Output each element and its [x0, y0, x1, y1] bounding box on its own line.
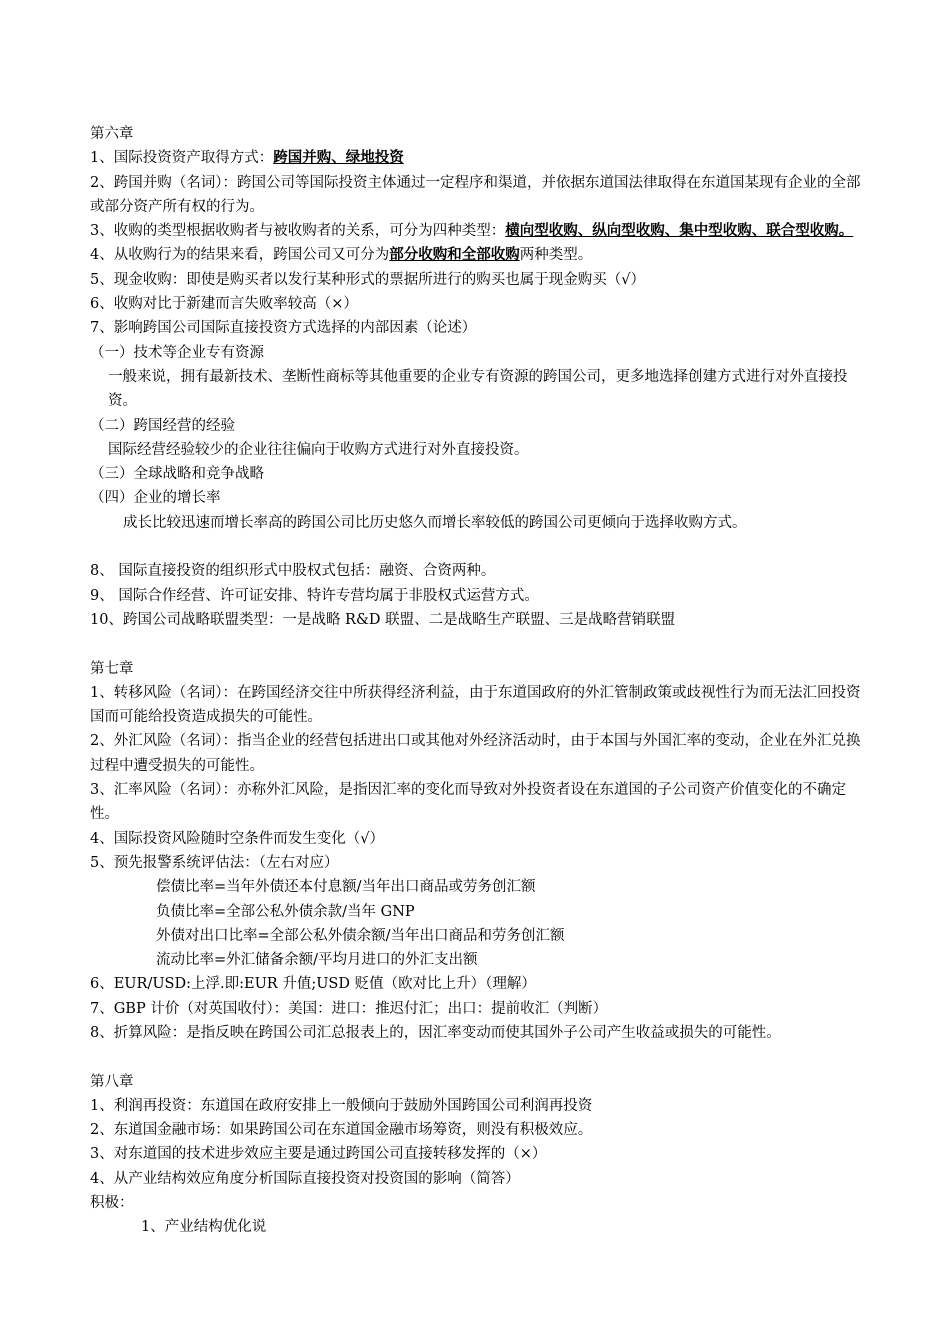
ch6-item-8: 8、 国际直接投资的组织形式中股权式包括：融资、合资两种。	[90, 563, 496, 580]
ch6-item-4	[90, 243, 862, 267]
ch6-item-1	[90, 146, 862, 170]
ch8-item-1: 1、利润再投资：东道国在政府安排上一般倾向于鼓励外国跨国公司利润再投资	[90, 1097, 593, 1114]
ch7-ratio-2: 负债比率=全部公私外债余款/当年 GNP	[156, 903, 415, 920]
ch6-item-6: 6、收购对比于新建而言失败率较高（×）	[90, 296, 358, 313]
ch6-subsection-3: （三）全球战略和竞争战略	[90, 466, 264, 483]
ch6-subsection-2-text: 国际经营经验较少的企业往往偏向于收购方式进行对外直接投资。	[108, 441, 529, 458]
ch6-subsection-1-text: 一般来说，拥有最新技术、垄断性商标等其他重要的企业专有资源的跨国公司，更多地选择创建方式进行对外直接投资。	[108, 368, 848, 410]
ch6-item-5: 5、现金收购：即使是购买者以发行某种形式的票据所进行的购买也属于现金购买（√）	[90, 271, 645, 288]
ch6-subsection-4: （四）企业的增长率	[90, 490, 221, 507]
ch6-item-9: 9、 国际合作经营、许可证安排、特许专营均属于非股权式运营方式。	[90, 587, 539, 604]
spacer	[90, 535, 862, 559]
ch6-subsection-4-text: 成长比较迅速而增长率高的跨国公司比历史悠久而增长率较低的跨国公司更倾向于选择收购方式。	[123, 514, 747, 531]
ch7-item-7: 7、GBP 计价（对英国收付）：美国：进口：推迟付汇；出口：提前收汇（判断）	[90, 1000, 608, 1017]
ch6-item-4-text: 4、从收购行为的结果来看，跨国公司又可分为	[90, 247, 390, 264]
ch7-item-6: 6、EUR/USD:上浮.即:EUR 升值;USD 贬值（欧对比上升）（理解）	[90, 976, 536, 993]
ch7-item-4: 4、国际投资风险随时空条件而发生变化（√）	[90, 830, 384, 847]
ch7-item-2: 2、外汇风险（名词）：指当企业的经营包括进出口或其他对外经济活动时，由于本国与外国汇率的变动，企业在外汇兑换过程中遭受损失的可能性。	[90, 733, 861, 774]
ch8-item-3: 3、对东道国的技术进步效应主要是通过跨国公司直接转移发挥的（×）	[90, 1146, 547, 1163]
ch6-item-3-text: 3、收购的类型根据收购者与被收购者的关系，可分为四种类型：	[90, 223, 506, 240]
chapter-7-title: 第七章	[90, 660, 134, 677]
ch6-item-1-emphasis: 跨国并购、绿地投资	[273, 149, 404, 167]
ch6-item-3	[90, 219, 862, 243]
ch8-item-2: 2、东道国金融市场：如果跨国公司在东道国金融市场筹资，则没有积极效应。	[90, 1122, 593, 1139]
ch7-item-8: 8、折算风险：是指反映在跨国公司汇总报表上的，因汇率变动而使其国外子公司产生收益或损失的可能性。	[90, 1024, 781, 1041]
ch7-ratio-1: 偿债比率=当年外债还本付息额/当年出口商品或劳务创汇额	[156, 879, 536, 896]
ch6-item-4-tail: 两种类型。	[519, 247, 593, 264]
document-body	[90, 122, 862, 1240]
spacer	[90, 632, 862, 656]
ch6-item-1-text: 1、国际投资资产取得方式：	[90, 150, 274, 167]
ch6-subsection-2: （二）跨国经营的经验	[90, 417, 235, 434]
ch8-positive-point-1: 1、产业结构优化说	[141, 1219, 267, 1236]
ch7-ratio-3: 外债对出口比率=全部公私外债余额/当年出口商品和劳务创汇额	[156, 927, 565, 944]
ch7-item-3: 3、汇率风险（名词）：亦称外汇风险，是指因汇率的变化而导致对外投资者设在东道国的子公司资产价值变化的不确定性。	[90, 782, 846, 823]
spacer	[90, 1045, 862, 1069]
ch6-item-7: 7、影响跨国公司国际直接投资方式选择的内部因素（论述）	[90, 320, 477, 337]
ch8-positive-label: 积极：	[90, 1195, 134, 1212]
ch7-item-5: 5、预先报警系统评估法：（左右对应）	[90, 854, 339, 871]
ch7-ratio-4: 流动比率=外汇储备余额/平均月进口的外汇支出额	[156, 952, 478, 969]
chapter-6-title: 第六章	[90, 126, 134, 142]
ch6-item-3-emphasis: 横向型收购、纵向型收购、集中型收购、联合型收购。	[505, 222, 854, 240]
ch6-item-10: 10、跨国公司战略联盟类型：一是战略 R&D 联盟、二是战略生产联盟、三是战略营销联盟	[90, 611, 676, 628]
ch6-item-2: 2、跨国并购（名词）：跨国公司等国际投资主体通过一定程序和渠道，并依据东道国法律取得在东道国某现有企业的全部或部分资产所有权的行为。	[90, 174, 861, 215]
ch7-item-1: 1、转移风险（名词）：在跨国经济交往中所获得经济利益，由于东道国政府的外汇管制政策或歧视性行为而无法汇回投资国而可能给投资造成损失的可能性。	[90, 684, 861, 726]
chapter-8-title: 第八章	[90, 1073, 134, 1090]
ch6-item-4-emphasis: 部分收购和全部收购	[389, 246, 520, 264]
ch6-subsection-1: （一）技术等企业专有资源	[90, 344, 264, 361]
ch8-item-4: 4、从产业结构效应角度分析国际直接投资对投资国的影响（简答）	[90, 1170, 520, 1187]
